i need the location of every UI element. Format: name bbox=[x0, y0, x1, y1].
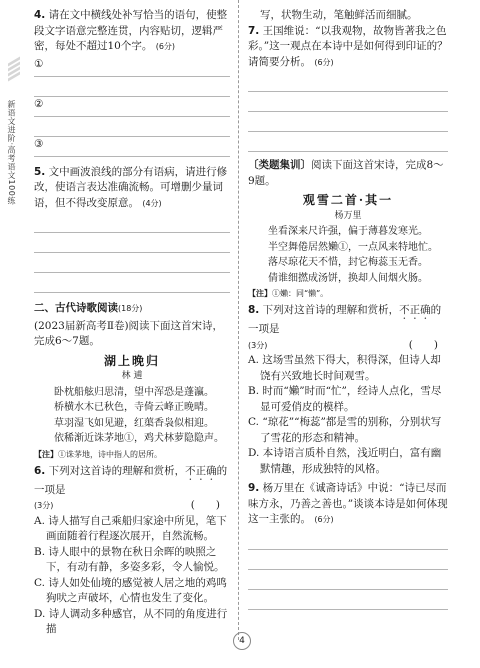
poem-line-3: 落尽琼花天不惜，封它梅蕊玉无香。 bbox=[268, 257, 428, 268]
answer-line-3[interactable] bbox=[248, 112, 448, 132]
answer-line-4[interactable] bbox=[248, 132, 448, 152]
poem-line-3: 草羽湿飞如见避，红蕖香袅似相迎。 bbox=[54, 417, 214, 429]
option-d[interactable]: D. 诗人调动多种感官，从不同的角度进行描 bbox=[34, 607, 228, 635]
answer-bracket[interactable]: ( ) bbox=[190, 499, 220, 511]
answer-line-2[interactable] bbox=[248, 550, 448, 570]
answer-line-2[interactable] bbox=[34, 233, 230, 253]
option-d[interactable]: D. 本诗语言质朴自然，浅近明白，富有幽默情趣，形成独特的风格。 bbox=[248, 447, 442, 475]
question-6: 6. 下列对这首诗的理解和赏析，不正确的一项是 (3分) ( ) bbox=[34, 464, 230, 514]
poem-line-1: 坐看深来尺许强，偏于薄暮发寒光。 bbox=[268, 226, 428, 237]
left-column bbox=[34, 8, 230, 638]
option-c[interactable]: C. 诗人如处仙境的感觉被人居之地的鸡鸣狗吠之声破坏，心情也发生了变化。 bbox=[34, 576, 227, 604]
option-a[interactable]: A. 这场雪虽然下得大，积得深，但诗人却饶有兴致地长时间观雪。 bbox=[248, 354, 441, 382]
answer-lines-q4 bbox=[34, 57, 230, 157]
page-number: 4 bbox=[233, 632, 251, 650]
poem-line-2: 半空舞倦居然嬾①，一点风来特地忙。 bbox=[268, 241, 438, 253]
question-4: 4. 请在文中横线处补写恰当的语句，使整段文字语意完整连贯，内容贴切，逻辑严密，每处不超过10个字。 (6分) bbox=[34, 9, 228, 52]
question-5: 5. 文中画波浪线的部分有语病，请进行修改，使语言表达准确流畅。可增删少量词语，但不得改变原意。 (4分) bbox=[34, 165, 228, 209]
answer-lines-q5 bbox=[34, 213, 230, 293]
answer-line-3[interactable] bbox=[248, 570, 448, 590]
poem-line-2: 桥横水木已秋色，寺倚云峰正晚晴。 bbox=[54, 402, 214, 413]
option-b[interactable]: B. 时而“嬾”时而“忙”，经诗人点化，雪尽显可爱俏皮的模样。 bbox=[248, 385, 442, 413]
answer-line-4[interactable] bbox=[248, 590, 448, 610]
sidebar-book-title: 新语文进阶·高考语文100练 bbox=[7, 100, 16, 205]
poem-title: 湖上晚归 bbox=[103, 353, 160, 368]
question-5-text: 文中画波浪线的部分有语病，请进行修改，使语言表达准确流畅。可增删少量词语，但不得改变原意。 bbox=[34, 165, 228, 209]
emphasis-not-correct: 不正确 bbox=[399, 304, 431, 316]
answer-line-4[interactable] bbox=[34, 117, 230, 137]
question-4-score: (6分) bbox=[155, 42, 176, 51]
poem-line-4: 依稀渐近诛茅地①，鸡犬林萝隐隐声。 bbox=[54, 433, 224, 444]
option-b[interactable]: B. 诗人眼中的景物在秋日余晖的映照之下，有动有静，多姿多彩，令人愉悦。 bbox=[34, 545, 225, 573]
option-c[interactable]: C. “琼花”“梅蕊”都是雪的别称，分别状写了雪花的形态和精神。 bbox=[248, 416, 442, 444]
option-a[interactable]: A. 诗人描写自己乘船归家途中所见，笔下画面随着行程逐次展开，自然流畅。 bbox=[34, 514, 227, 542]
answer-lines-q7 bbox=[248, 72, 448, 152]
question-8: 8. 下列对这首诗的理解和赏析，不正确的一项是 (3分) ( ) bbox=[248, 303, 448, 353]
question-9: 9. 杨万里在《诚斋诗话》中说：“诗已尽而味方永，乃善之善也。”谈谈本诗是如何体现这一主张的。 (6分) bbox=[248, 482, 448, 525]
answer-line-3[interactable]: ② bbox=[34, 97, 230, 117]
answer-line-1[interactable]: ① bbox=[34, 57, 230, 77]
poem-line-1: 卧枕船舷归思清，望中浑恐是蓬瀛。 bbox=[54, 386, 214, 398]
answer-line-1[interactable] bbox=[34, 213, 230, 233]
answer-line-4[interactable] bbox=[34, 273, 230, 293]
poem-note: 【注】①诛茅地，诗中指人的居所。 bbox=[34, 449, 162, 459]
question-5-score: (4分) bbox=[142, 198, 162, 208]
sidebar-decoration bbox=[8, 58, 22, 80]
answer-line-1[interactable] bbox=[248, 72, 448, 92]
answer-line-5[interactable]: ③ bbox=[34, 137, 230, 157]
poem-note: 【注】①嬾：同“懒”。 bbox=[248, 289, 329, 298]
emphasis-not-correct: 不正确 bbox=[185, 464, 217, 477]
right-column bbox=[248, 8, 448, 610]
poem-author: 杨万里 bbox=[334, 210, 362, 221]
section-intro: (2023届新高考Ⅱ卷)阅读下面这首宋诗，完成6～7题。 bbox=[34, 319, 224, 347]
answer-line-2[interactable] bbox=[34, 77, 230, 97]
question-7: 7. 王国维说：“以我观物，故物皆著我之色彩。”这一观点在本诗中是如何得到印证的？请简要分析。 (6分) bbox=[248, 24, 448, 68]
question-4-text: 请在文中横线处补写恰当的语句，使整段文字语意完整连贯，内容贴切，逻辑严密，每处不超过10个字。 bbox=[34, 9, 228, 52]
poem-title: 观雪二首·其一 bbox=[302, 193, 394, 207]
answer-line-3[interactable] bbox=[34, 253, 230, 273]
answer-line-1[interactable] bbox=[248, 530, 448, 550]
column-divider bbox=[238, 0, 239, 640]
poem-author: 林 逋 bbox=[121, 371, 143, 381]
poem-line-4: 倩谁细撚成汤饼，换却人间烟火肠。 bbox=[268, 272, 428, 284]
option-d-continued: 写，状物生动，笔触鲜活而细腻。 bbox=[260, 9, 418, 21]
answer-line-2[interactable] bbox=[248, 92, 448, 112]
category-practice: 〔类题集训〕阅读下面这首宋诗，完成8～9题。 bbox=[248, 159, 444, 187]
answer-lines-q9 bbox=[248, 530, 448, 610]
answer-bracket[interactable]: ( ) bbox=[408, 338, 438, 351]
section-heading: 二、古代诗歌阅读(18分) bbox=[34, 302, 143, 314]
